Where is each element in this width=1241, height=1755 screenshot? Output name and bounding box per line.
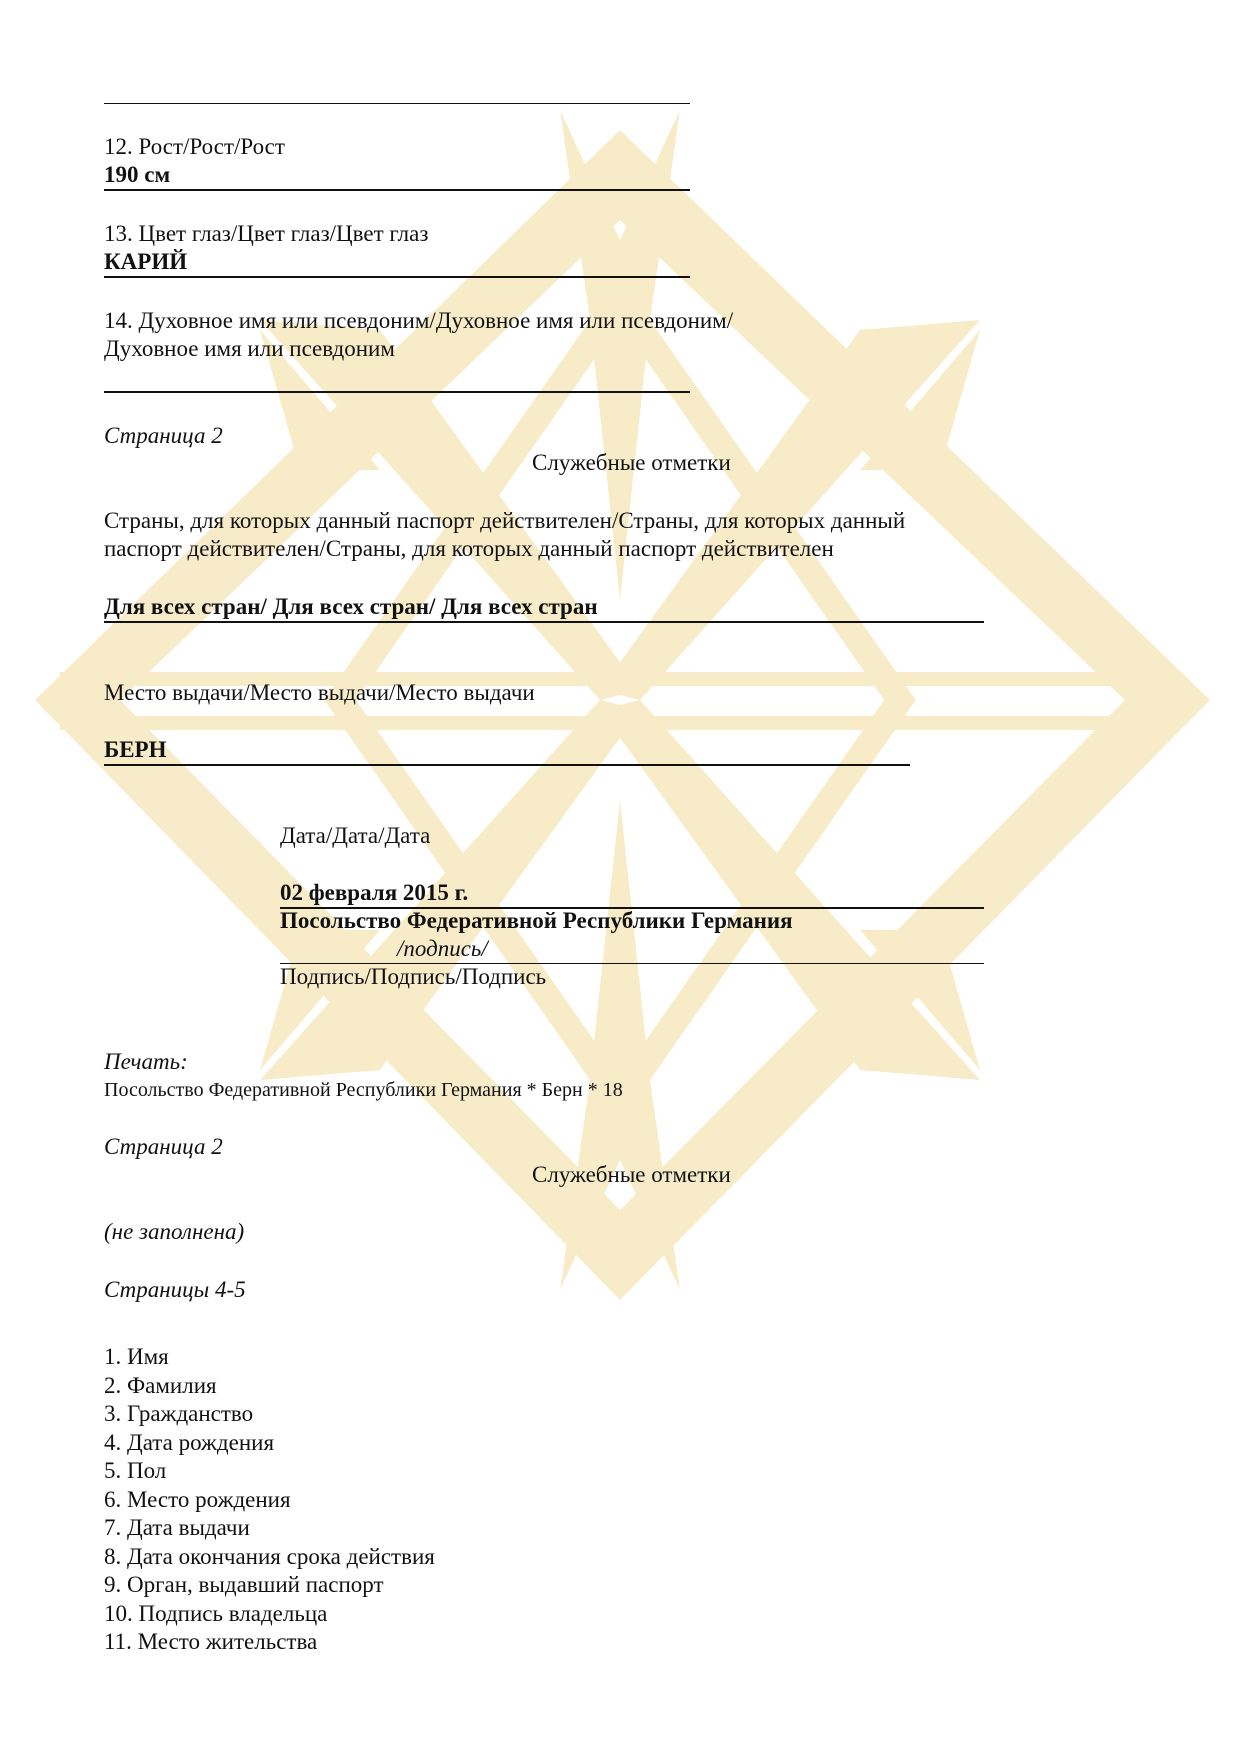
authority-text: Посольство Федеративной Республики Германия — [280, 908, 793, 933]
stamp-label: Печать: — [104, 1049, 188, 1074]
list-item: 3. Гражданство — [104, 1401, 254, 1426]
countries-value: Для всех стран/ Для всех стран/ Для всех стран — [104, 593, 984, 623]
countries-label-line1: Страны, для которых данный паспорт действителен/Страны, для которых данный — [104, 508, 906, 533]
place-value: БЕРН — [104, 736, 910, 766]
page3-section-title: Служебные отметки — [532, 1162, 731, 1187]
signature-note — [280, 935, 984, 964]
height-label: 12. Рост/Рост/Рост — [104, 134, 285, 159]
page3-note: (не заполнена) — [104, 1219, 245, 1244]
list-item: 4. Дата рождения — [104, 1429, 275, 1455]
list-item: 1. Имя — [104, 1344, 169, 1369]
list-item: 2. Фамилия — [104, 1372, 217, 1398]
place-label: Место выдачи/Место выдачи/Место выдачи — [104, 680, 535, 705]
list-item: 6. Место рождения — [104, 1486, 291, 1512]
date-label: Дата/Дата/Дата — [280, 823, 431, 848]
signature-note-text: /подпись/ — [397, 936, 488, 961]
spiritual-name-label-line2: Духовное имя или псевдоним — [104, 336, 395, 361]
height-value: 190 см — [104, 161, 690, 191]
list-item: 8. Дата окончания срока действия — [104, 1543, 435, 1569]
page2-section-title: Служебные отметки — [532, 450, 731, 475]
page2-label: Страница 2 — [104, 423, 223, 448]
pages45-label: Страницы 4-5 — [104, 1277, 246, 1302]
page3-label: Страница 2 — [104, 1134, 223, 1159]
list-item: 10. Подпись владельца — [104, 1600, 328, 1626]
eye-color-value: КАРИЙ — [104, 248, 690, 278]
top-rule — [104, 103, 690, 104]
eye-color-label: 13. Цвет глаз/Цвет глаз/Цвет глаз — [104, 221, 429, 246]
signature-label: Подпись/Подпись/Подпись — [280, 964, 547, 989]
list-item: 9. Орган, выдавший паспорт — [104, 1572, 384, 1597]
countries-label-line2: паспорт действителен/Страны, для которых данный паспорт действителен — [104, 536, 834, 561]
spiritual-name-label-line1: 14. Духовное имя или псевдоним/Духовное имя или псевдоним/ — [104, 308, 734, 333]
date-value: 02 февраля 2015 г. — [280, 879, 984, 909]
list-item: 7. Дата выдачи — [104, 1515, 250, 1540]
spiritual-name-value — [104, 363, 690, 393]
field-list — [104, 1343, 435, 1657]
stamp-text: Посольство Федеративной Республики Германия * Берн * 18 — [104, 1079, 623, 1101]
list-item: 5. Пол — [104, 1458, 167, 1483]
list-item: 11. Место жительства — [104, 1629, 318, 1654]
